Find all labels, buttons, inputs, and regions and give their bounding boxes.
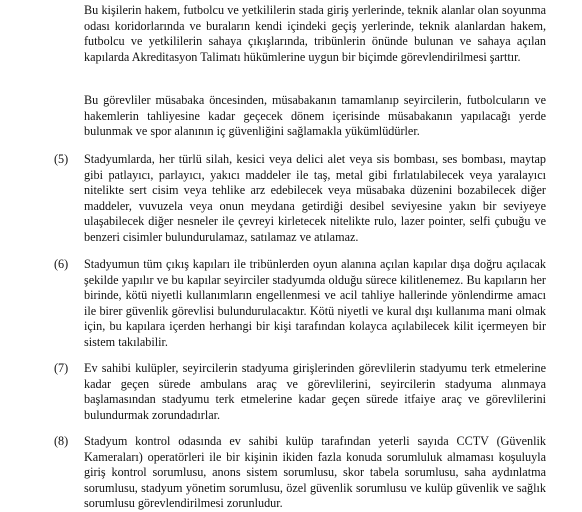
item-text-5: Stadyumlarda, her türlü silah, kesici veya delici alet veya sis bombası, ses bombası, maytap gibi patlayıcı, parlayıcı, yakıcı maddeler ile taş, metal gibi fırlatılabilecek veya yaralayıcı nitelikte sert cisim veya tehlike arz edebilecek veya müsabaka düzenini bozabilecek diğer maddeler, vuvuzela veya onun meydana getirdiği desibel seviyesine yakın bir seviyeye ulaşabilecek diğer nesneler ile çevreyi kirletecek nitelikte rulo, lazer pointer, selfi çubuğu ve benzeri cisimler bulundurulamaz, satılamaz ve atılamaz.: [84, 152, 546, 244]
paragraph-accreditation: Bu kişilerin hakem, futbolcu ve yetkililerin stada giriş yerlerinde, teknik alanlar olan soyunma odası koridorlarında ve buraların kendi içindeki geçiş yerlerinde, teknik alanlardan hakem, futbolcu ve yetkililerin sahaya çıkışlarında, tribünlerin önünde bulunan ve sahaya açılan kapılarda Akreditasyon Talimatı hükümlerine uygun bir biçimde görevlendirilmesi şarttır.: [84, 3, 546, 64]
item-number-5: (5): [54, 152, 69, 166]
paragraph-officials-duty: Bu görevliler müsabaka öncesinden, müsabakanın tamamlanıp seyircilerin, futbolcuların ve hakemlerin tahliyesine kadar geçecek dönem içerisinde müsabakanın yapılacağı yerde bulunmak ve spor alanının iç güvenliğini sağlamakla yükümlüdürler.: [84, 93, 546, 139]
item-text-8: Stadyum kontrol odasında ev sahibi kulüp tarafından yeterli sayıda CCTV (Güvenlik Kameraları) operatörleri ile bir kişinin ikiden fazla konuda sorumluluk almaması koşuluyla giriş kontrol sorumlusu, anons sistem sorumlusu, skor tabela sorumlusu, saha aydınlatma sorumlusu, stadyum yönetim sorumlusu, özel güvenlik sorumlusu ve kulüp güvenlik ve sağlık sorumlusu görevlendirilmesi zorunludur.: [84, 434, 546, 511]
item-number-7: (7): [54, 361, 69, 375]
item-number-8: (8): [54, 434, 69, 448]
item-text-7: Ev sahibi kulüpler, seyircilerin stadyuma girişlerinden görevlilerin stadyumu terk etmelerine kadar geçen sürede ambulans araç ve görevlilerini, seyircilerin stadyuma alınmaya başlamasından stadyumu terk etmelerine kadar geçen sürede itfaiye araç ve görevlilerini bulundurmak zorundadırlar.: [84, 361, 546, 422]
item-text-6: Stadyumun tüm çıkış kapıları ile tribünlerden oyun alanına açılan kapılar dışa doğru açılacak şekilde yapılır ve bu kapılar seyirciler stadyumda olduğu sürece kilitlenemez. Bu kapıların her birinde, kötü niyetli kullanımların engellenmesi ve acil tahliye hallerinde yönlendirme amacı ile birer güvenlik görevlisi bulundurulacaktır. Kötü niyetli ve kural dışı kullanıma mani olmak için, bu kapılara içerden herhangi bir kişi tarafından kolayca açılabilecek kilit içermeyen bir sistem takılabilir.: [84, 257, 546, 349]
item-number-6: (6): [54, 257, 69, 271]
